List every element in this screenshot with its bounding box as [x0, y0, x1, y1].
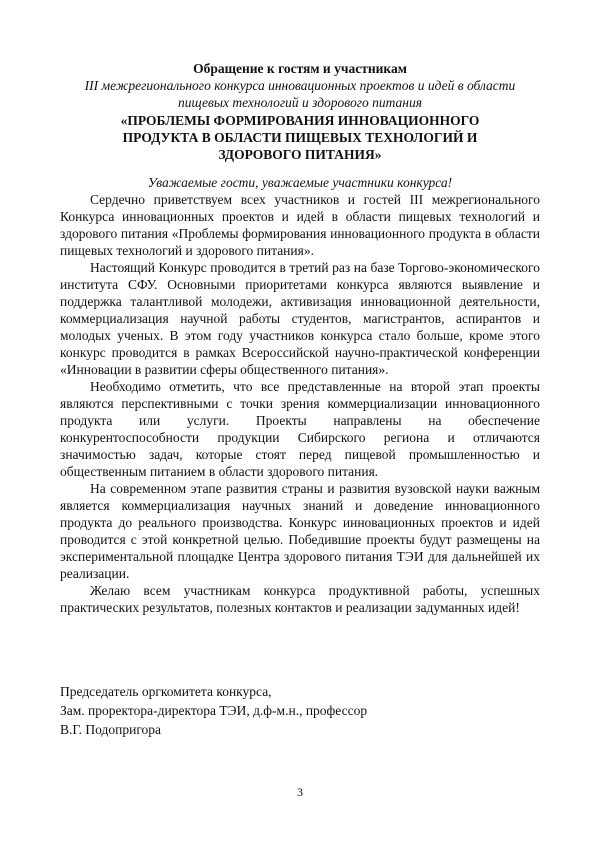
body-paragraph: Настоящий Конкурс проводится в третий раз на базе Торгово-экономического института СФУ. Основными приоритетами конкурса являются выявление и поддержка талантливой молодежи, активизация инновационной деятельности, коммерциализация научной работы студентов, магистрантов, аспирантов и молодых ученых. В этом году участников конкурса стало больше, кроме этого конкурс проводится в рамках Всероссийской научно-практической конференции «Инновации в развитии сферы общественного питания». [60, 260, 540, 377]
body-paragraph: Сердечно приветствуем всех участников и гостей III межрегионального Конкурса инновационных проектов и идей в области пищевых технологий и здорового питания «Проблемы формирования инновационного продукта в области пищевых технологий и здорового питания». [60, 192, 540, 258]
subtitle-line: III межрегионального конкурса инновационных проектов и идей в области [84, 78, 516, 93]
heading-line: ПРОДУКТА В ОБЛАСТИ ПИЩЕВЫХ ТЕХНОЛОГИЙ И [122, 130, 478, 145]
document-subtitle [60, 77, 540, 111]
signature-name: В.Г. Подопригора [60, 722, 162, 737]
document-content [60, 60, 540, 739]
contest-heading [60, 112, 540, 163]
signature-line: Зам. проректора-директора ТЭИ, д.ф-м.н., профессор [60, 703, 368, 718]
greeting: Уважаемые гости, уважаемые участники конкурса! [147, 175, 453, 190]
body-paragraph: На современном этапе развития страны и развития вузовской науки важным является коммерциализация научных знаний и доведение инновационного продукта до реального производства. Конкурс инновационных проектов и идей проводится с этой конкретной целью. Победившие проекты будут размещены на экспериментальной площадке Центра здорового питания ТЭИ для дальнейшей их реализации. [60, 481, 540, 581]
page-number: 3 [297, 785, 303, 799]
signature-line: Председатель оргкомитета конкурса, [60, 684, 272, 699]
subtitle-line: пищевых технологий и здорового питания [177, 95, 422, 110]
body-paragraph: Необходимо отметить, что все представленные на второй этап проекты являются перспективными с точки зрения коммерциализации инновационного продукта или услуги. Проекты направлены на обеспечение конкурентоспособности продукции Сибирского региона и отличаются значимостью задач, которые стоят перед пищевой промышленностью и общественным питанием в области здорового питания. [60, 379, 540, 479]
heading-line: «ПРОБЛЕМЫ ФОРМИРОВАНИЯ ИННОВАЦИОННОГО [120, 113, 480, 128]
signature-block [60, 682, 540, 739]
heading-line: ЗДОРОВОГО ПИТАНИЯ» [218, 147, 382, 162]
body-paragraph: Желаю всем участникам конкурса продуктивной работы, успешных практических результатов, полезных контактов и реализации задуманных идей! [60, 583, 540, 615]
document-title: Обращение к гостям и участникам [193, 61, 407, 76]
